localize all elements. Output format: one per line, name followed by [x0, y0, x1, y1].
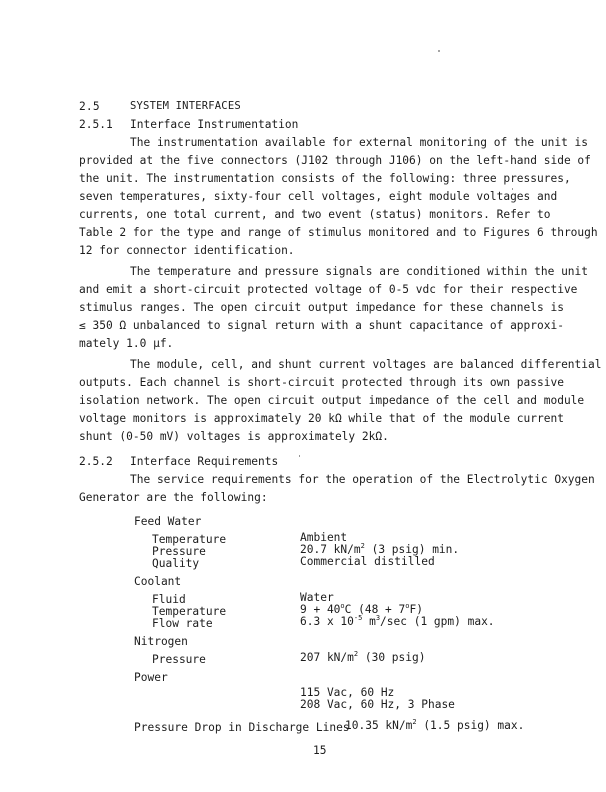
nitrogen-pressure-label: Pressure — [152, 653, 206, 666]
discharge-label: Pressure Drop in Discharge Lines — [134, 721, 350, 734]
scan-speck — [438, 50, 440, 52]
coolant-flow-label: Flow rate — [152, 617, 213, 630]
coolant-heading: Coolant — [134, 575, 182, 588]
nitrogen-pressure-value: 207 $kN/m^2$ (30 psig) — [300, 650, 426, 664]
scan-speck — [299, 455, 300, 457]
subsection-2-number: 2.5.2 — [79, 455, 113, 468]
paragraph-3-line: voltage monitors is approximately 20 kΩ while that of the module current — [79, 412, 564, 425]
paragraph-2-line: mately 1.0 μf. — [79, 337, 174, 350]
power-value-2: 208 Vac, 60 Hz, 3 Phase — [300, 698, 455, 711]
coolant-fluid-value: Water — [300, 591, 334, 604]
subsection-1-number: 2.5.1 — [79, 118, 113, 131]
paragraph-1-line: Table 2 for the type and range of stimulus monitored and to Figures 6 through — [79, 226, 598, 239]
subsection-2-intro-line: The service requirements for the operation of the Electrolytic Oxygen — [130, 473, 595, 486]
paragraph-2-line: ≤ 350 Ω unbalanced to signal return with a shunt capacitance of approxi- — [79, 319, 564, 332]
paragraph-2-line: stimulus ranges. The open circuit output impedance for these channels is — [79, 301, 564, 314]
section-number: 2.5 — [79, 100, 100, 113]
power-value-1: 115 Vac, 60 Hz — [300, 686, 395, 699]
nitrogen-heading: Nitrogen — [134, 635, 188, 648]
paragraph-1-line: seven temperatures, sixty-four cell voltages, eight module voltages and — [79, 190, 558, 203]
feed-water-heading: Feed Water — [134, 515, 202, 528]
feed-water-pressure-value: 20.7 $kN/m^2$ (3 psig) min. — [300, 542, 460, 556]
section-title: SYSTEM INTERFACES — [130, 100, 241, 112]
paragraph-1-line: The instrumentation available for external monitoring of the unit is — [130, 136, 589, 149]
feed-water-pressure-label: Pressure — [152, 545, 206, 558]
coolant-flow-value: 6.3 x $10^{-5}$ $m^3/\sec$ (1 gpm) max. — [300, 614, 495, 628]
paragraph-1-line: 12 for connector identification. — [79, 244, 295, 257]
feed-water-quality-label: Quality — [152, 557, 200, 570]
coolant-temperature-label: Temperature — [152, 605, 227, 618]
page-number: 15 — [313, 744, 327, 757]
feed-water-quality-value: Commercial distilled — [300, 555, 435, 568]
feed-water-temperature-value: Ambient — [300, 531, 348, 544]
paragraph-1-line: the unit. The instrumentation consists of the following: three pressures, — [79, 172, 571, 185]
paragraph-3-line: outputs. Each channel is short-circuit protected through its own passive — [79, 376, 564, 389]
subsection-2-title: Interface Requirements — [130, 455, 279, 468]
paragraph-3-line: The module, cell, and shunt current voltages are balanced differential — [130, 358, 602, 371]
subsection-1-title: Interface Instrumentation — [130, 118, 299, 131]
power-heading: Power — [134, 671, 168, 684]
scan-speck — [512, 188, 513, 190]
paragraph-3-line: shunt (0-50 mV) voltages is approximately 2kΩ. — [79, 430, 389, 443]
paragraph-3-line: isolation network. The open circuit output impedance of the cell and module — [79, 394, 585, 407]
paragraph-2-line: and emit a short-circuit protected voltage of 0-5 vdc for their respective — [79, 283, 578, 296]
paragraph-1-line: currents, one total current, and two event (status) monitors. Refer to — [79, 208, 551, 221]
discharge-value: 10.35 $kN/m^2$ (1.5 psig) max. — [345, 718, 525, 732]
subsection-2-intro-line: Generator are the following: — [79, 491, 268, 504]
paragraph-2-line: The temperature and pressure signals are conditioned within the unit — [130, 265, 589, 278]
feed-water-temperature-label: Temperature — [152, 533, 227, 546]
coolant-temperature-value: $9 + 40^oC$ $(48 + 7^oF)$ — [300, 602, 423, 616]
coolant-fluid-label: Fluid — [152, 593, 186, 606]
paragraph-1-line: provided at the five connectors (J102 through J106) on the left-hand side of — [79, 154, 591, 167]
